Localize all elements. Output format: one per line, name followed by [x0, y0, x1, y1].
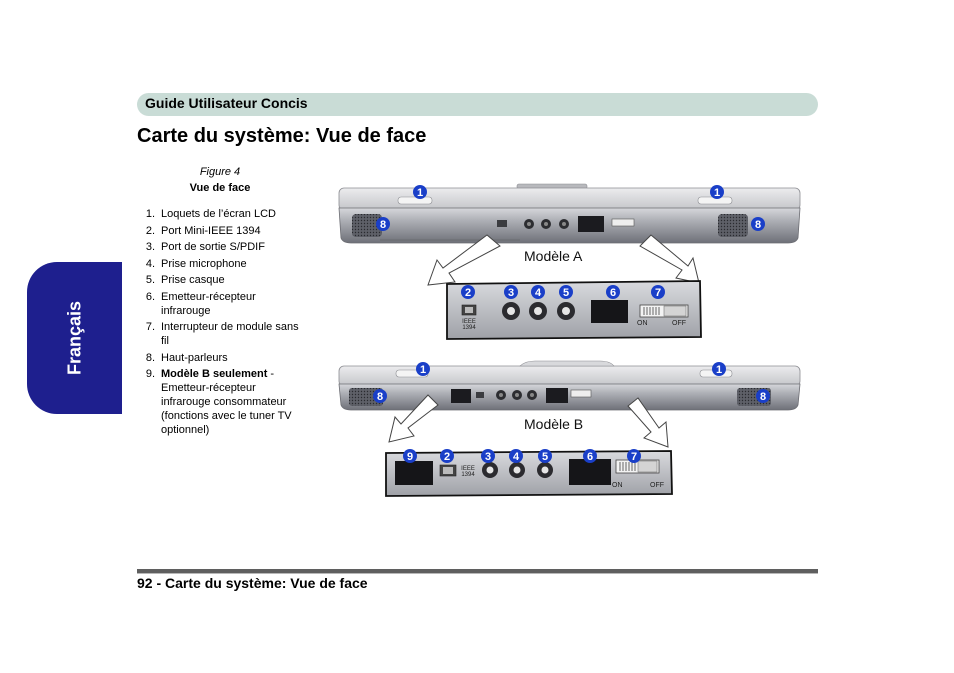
legend-item: 7 . Interrupteur de module sans fil	[140, 320, 300, 348]
svg-text:1: 1	[416, 187, 424, 199]
callout-badge	[373, 389, 387, 403]
svg-text:3: 3	[507, 287, 515, 299]
callout-badge	[509, 449, 523, 463]
callout-badge	[481, 449, 495, 463]
callout-badge	[583, 449, 597, 463]
callout-badge	[756, 389, 770, 403]
callout-badge	[751, 217, 765, 231]
callout-badge	[440, 449, 454, 463]
footer-rule-shadow	[137, 573, 818, 574]
legend-item: 3 . Port de sortie S/PDIF	[140, 240, 300, 254]
figure-title: Vue de face	[189, 182, 251, 194]
svg-text:8: 8	[379, 219, 387, 231]
callout-badge	[559, 285, 573, 299]
model-a-label: Modèle A	[524, 248, 583, 264]
callout-badge	[531, 285, 545, 299]
callout-badge	[461, 285, 475, 299]
callout-badge	[710, 185, 724, 199]
callout-badge	[606, 285, 620, 299]
callout-badge	[627, 449, 641, 463]
svg-text:7: 7	[654, 287, 662, 299]
page-title: Carte du système: Vue de face	[137, 125, 427, 147]
svg-text:6: 6	[609, 287, 617, 299]
svg-text:3: 3	[484, 451, 492, 463]
switch-on-label: ON	[612, 482, 623, 489]
callout-badge	[413, 185, 427, 199]
svg-text:8: 8	[376, 391, 384, 403]
svg-text:4: 4	[512, 451, 520, 463]
svg-text:1: 1	[419, 364, 427, 376]
legend-item: 5 . Prise casque	[140, 273, 300, 287]
callout-badge	[504, 285, 518, 299]
switch-off-label: OFF	[672, 320, 686, 327]
svg-text:1: 1	[713, 187, 721, 199]
callout-badge	[651, 285, 665, 299]
callout-badge	[712, 362, 726, 376]
language-tab-label: Français	[64, 300, 85, 376]
callout-badge	[376, 217, 390, 231]
legend-item: 8 . Haut-parleurs	[140, 351, 300, 365]
model-b-laptop	[339, 361, 800, 410]
svg-text:8: 8	[759, 391, 767, 403]
legend-item: 6 . Emetteur-récepteur infrarouge	[140, 290, 300, 318]
header-title: Guide Utilisateur Concis	[145, 95, 308, 111]
footer-page-label: 92 - Carte du système: Vue de face	[137, 575, 368, 591]
callout-badge	[538, 449, 552, 463]
legend-item: 9 . Modèle B seulement - Emetteur-récepteur infrarouge consommateur (fonctions avec le tuner TV optionnel)	[140, 367, 300, 437]
svg-text:5: 5	[541, 451, 549, 463]
ieee-number: 1394	[461, 472, 475, 478]
ieee-label: IEEE	[461, 466, 475, 472]
switch-on-label: ON	[637, 320, 648, 327]
svg-text:4: 4	[534, 287, 542, 299]
figure-label: Figure 4	[199, 166, 241, 178]
svg-text:6: 6	[586, 451, 594, 463]
legend-item: 4 . Prise microphone	[140, 257, 300, 271]
callout-badge	[403, 449, 417, 463]
legend-item: 1 . Loquets de l’écran LCD	[140, 207, 300, 221]
svg-text:2: 2	[443, 451, 451, 463]
svg-text:1: 1	[715, 364, 723, 376]
svg-text:8: 8	[754, 219, 762, 231]
ieee-label: IEEE	[462, 319, 476, 325]
svg-text:2: 2	[464, 287, 472, 299]
switch-off-label: OFF	[650, 482, 664, 489]
legend-item: 2 . Port Mini-IEEE 1394	[140, 224, 300, 238]
model-b-label: Modèle B	[524, 416, 584, 432]
svg-text:7: 7	[630, 451, 638, 463]
callout-badge	[416, 362, 430, 376]
svg-text:9: 9	[406, 451, 414, 463]
model-a-laptop	[339, 184, 800, 243]
ieee-number: 1394	[462, 325, 476, 331]
svg-text:5: 5	[562, 287, 570, 299]
